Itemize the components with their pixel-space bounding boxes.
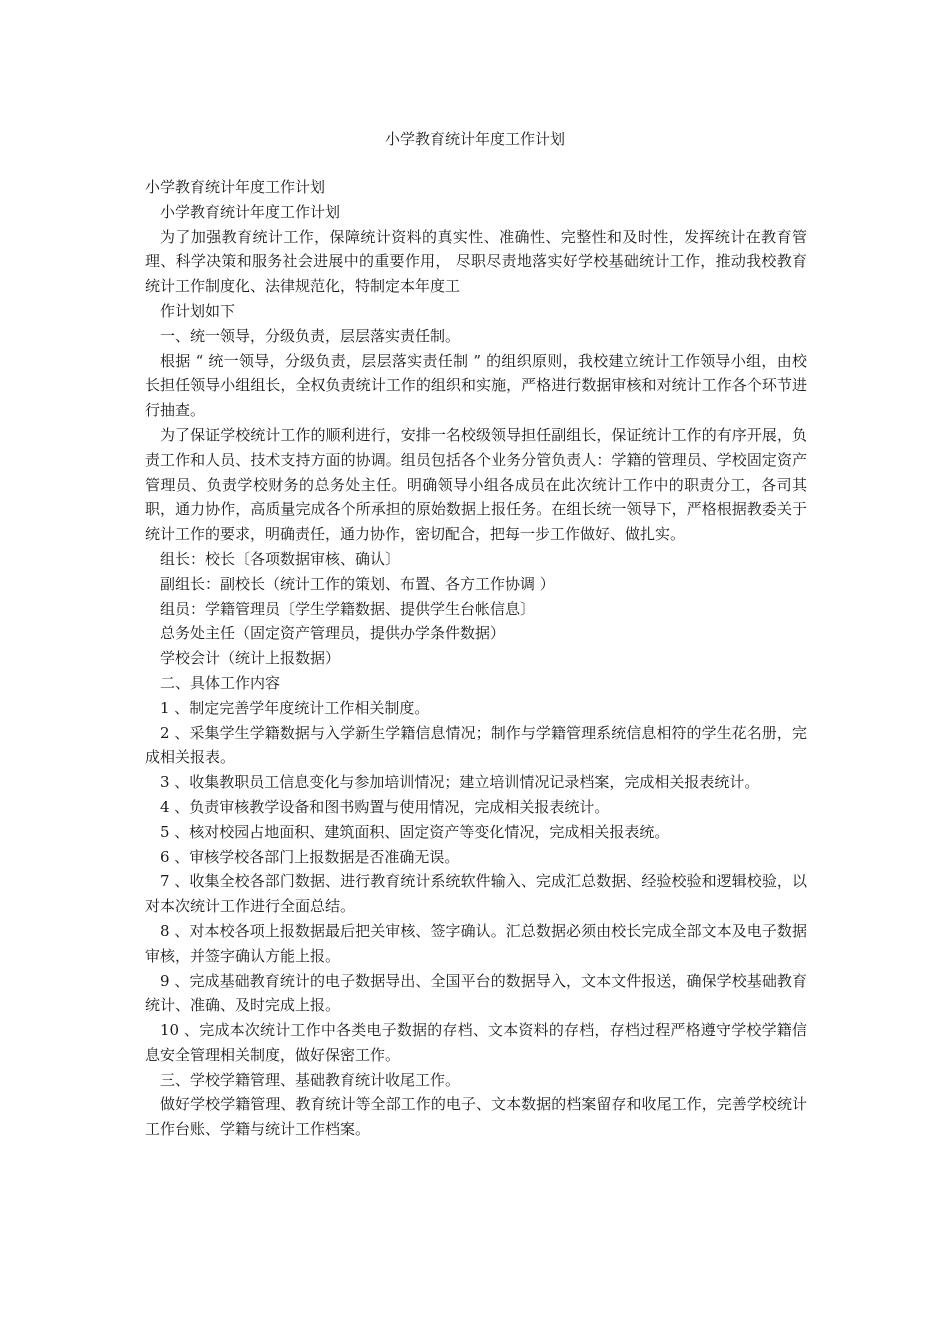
section-1-paragraph-1: 根据 “ 统一领导，分级负责，层层落实责任制 ” 的组织原则，我校建立统计工作领导小组，由校长担任领导小组组长，全权负责统计工作的组织和实施，严格进行数据审核和对统计工作各个环节进行抽查。 bbox=[145, 351, 807, 420]
role-member-accountant: 学校会计（统计上报数据） bbox=[160, 649, 341, 668]
task-item-9: 9 、完成基础教育统计的电子数据导出、全国平台的数据导入，文本文件报送，确保学校基础教育统计、准确、及时完成上报。 bbox=[145, 971, 807, 1015]
task-item-8: 8 、对本校各项上报数据最后把关审核、签字确认。汇总数据必须由校长完成全部文本及电子数据审核，并签字确认方能上报。 bbox=[145, 921, 807, 965]
task-item-4: 4 、负责审核教学设备和图书购置与使用情况，完成相关报表统计。 bbox=[160, 797, 610, 816]
section-heading-3: 三、学校学籍管理、基础教育统计收尾工作。 bbox=[160, 1070, 461, 1089]
intro-continuation: 作计划如下 bbox=[160, 301, 236, 320]
doc-subheading: 小学教育统计年度工作计划 bbox=[160, 202, 341, 221]
role-deputy-leader: 副组长：副校长（统计工作的策划、布置、各方工作协调 ） bbox=[160, 574, 555, 593]
document-body bbox=[145, 175, 807, 1142]
role-leader: 组长：校长〔各项数据审核、确认〕 bbox=[160, 549, 401, 568]
task-item-1: 1 、制定完善学年度统计工作相关制度。 bbox=[160, 698, 430, 717]
page-title: 小学教育统计年度工作计划 bbox=[384, 130, 565, 148]
task-item-6: 6 、审核学校各部门上报数据是否准确无误。 bbox=[160, 847, 460, 866]
doc-heading: 小学教育统计年度工作计划 bbox=[145, 178, 326, 196]
section-1-paragraph-2: 为了保证学校统计工作的顺利进行，安排一名校级领导担任副组长，保证统计工作的有序开展，负责工作和人员、技术支持方面的协调。组员包括各个业务分管负责人：学籍的管理员、学校固定资产管理员、负责学校财务的总务处主任。明确领导小组各成员在此次统计工作中的职责分工，各司其职，通力协作，高质量完成各个所承担的原始数据上报任务。在组长统一领导下，严格根据教委关于统计工作的要求，明确责任，通力协作，密切配合，把每一步工作做好、做扎实。 bbox=[145, 425, 807, 544]
intro-paragraph: 为了加强教育统计工作，保障统计资料的真实性、准确性、完整性和及时性，发挥统计在教育管理、科学决策和服务社会进展中的重要作用， 尽职尽责地落实好学校基础统计工作，推动我校教育统计工作制度化、法律规范化，特制定本年度工 bbox=[145, 227, 807, 296]
role-member-registrar: 组员：学籍管理员〔学生学籍数据、提供学生台帐信息〕 bbox=[160, 599, 536, 618]
task-item-5: 5 、核对校园占地面积、建筑面积、固定资产等变化情况，完成相关报表统。 bbox=[160, 822, 670, 841]
task-item-3: 3 、收集教职员工信息变化与参加培训情况；建立培训情况记录档案，完成相关报表统计。 bbox=[160, 773, 760, 792]
task-item-7: 7 、收集全校各部门数据、进行教育统计系统软件输入、完成汇总数据、经验校验和逻辑校验，以对本次统计工作进行全面总结。 bbox=[145, 872, 807, 916]
section-heading-2: 二、具体工作内容 bbox=[160, 673, 281, 692]
task-item-10: 10 、完成本次统计工作中各类电子数据的存档、文本资料的存档，存档过程严格遵守学校学籍信息安全管理相关制度，做好保密工作。 bbox=[145, 1021, 807, 1064]
role-member-general-affairs: 总务处主任（固定资产管理员，提供办学条件数据） bbox=[160, 624, 506, 643]
section-heading-1: 一、统一领导，分级负责，层层落实责任制。 bbox=[160, 326, 461, 345]
section-3-paragraph: 做好学校学籍管理、教育统计等全部工作的电子、文本数据的档案留存和收尾工作，完善学校统计工作台账、学籍与统计工作档案。 bbox=[145, 1095, 807, 1139]
task-item-2: 2 、采集学生学籍数据与入学新生学籍信息情况；制作与学籍管理系统信息相符的学生花名册，完成相关报表。 bbox=[145, 723, 807, 767]
